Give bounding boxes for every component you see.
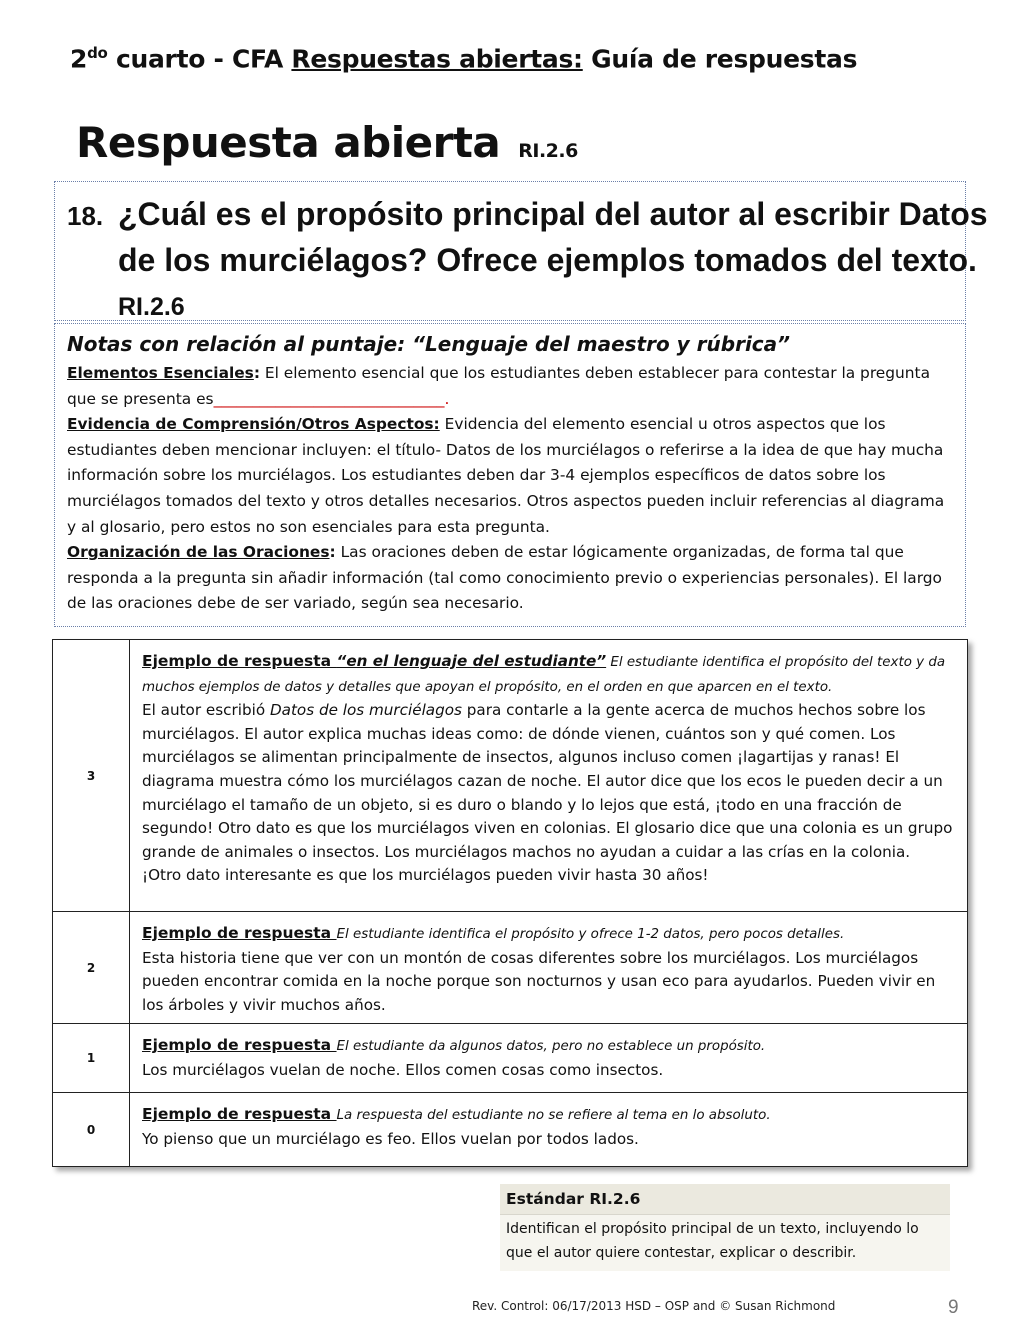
example-text-b: para contarle a la gente acerca de muchos hechos sobre los murciélagos. El autor explica muchas ideas como: de dónde vienen, cuántos son y qué comen. Los murciélagos se alimentan principalmente de insectos, algunos incluso comen ¡lagartijas y ranas! El diagrama muestra cómo los murciélagos cazan de noche. El autor dice que los ecos le pueden decir a un murciélago el tamaño de un objeto, si es duro o blando y lo lejos que está, ¡todo en una fracción de segundo! Otro dato es que los murciélagos viven en colonias. El glosario dice que una colonia es un grupo grande de animales o insectos. Los murciélagos machos no ayudan a cuidar a las crías en la colonia. ¡Otro dato interesante es que los murciélagos pueden vivir hasta 30 años! [142,701,953,885]
organization [67,540,953,617]
footer-text: Rev. Control: 06/17/2013 HSD – OSP and © Susan Richmond [472,1299,836,1313]
example-label: Ejemplo de respuesta [142,1036,337,1055]
rubric-row-3 [53,640,968,912]
response-cell [130,640,968,912]
score-cell: 3 [53,640,130,912]
evidence-text: Evidencia del elemento esencial u otros aspectos que los estudiantes deben mencionar incluyen: el título- Datos de los murciélagos o referirse a la idea de que hay mucha información sobre los murciélagos. Los estudiantes deben dar 3-4 ejemplos específicos de datos sobre los murciélagos tomados del texto y otros detalles necesarios. Otros aspectos pueden incluir referencias al diagrama y al glosario, pero estos no son esenciales para esta pregunta. [67,415,945,536]
standard-text: Identifican el propósito principal de un texto, incluyendo lo que el autor quiere contestar, explicar o describir. [500,1214,950,1271]
evidence [67,412,953,540]
scoring-notes [54,323,966,627]
essential-colon: : [253,364,260,382]
example-note: El estudiante da algunos datos, pero no establece un propósito. [336,1039,766,1055]
example-text-title: Datos de los murciélagos [269,701,462,720]
question-box [54,181,988,321]
rubric-row-2 [53,912,968,1024]
organization-label: Organización de las Oraciones [67,543,330,562]
standard-title: Estándar RI.2.6 [500,1184,950,1214]
question-number: 18. [67,201,104,231]
example-text-a: El autor escribió [142,701,270,720]
essential-label: Elementos Esenciales [67,364,254,382]
page-title-text: Respuesta abierta [76,118,501,167]
score-cell: 2 [53,912,130,1024]
example-note: La respuesta del estudiante no se refiere al tema en lo absoluto. [336,1108,771,1124]
rubric-row-0 [53,1093,968,1167]
standard-box [500,1184,950,1271]
response-cell [130,1093,968,1167]
header-grade: 2 [70,44,88,74]
page-number: 9 [948,1297,959,1318]
essential-blank: ______________________________. [213,389,450,408]
example-text: Esta historia tiene que ver con un montón de cosas diferentes sobre los murciélagos. Los murciélagos pueden encontrar comida en la noche porque son nocturnos y usan eco para ayudarlos. Pueden vivir en los árboles y vivir muchos años. [142,948,936,1014]
score-cell: 1 [53,1024,130,1093]
essential-text: El elemento esencial que los estudiantes deben establecer para contestar la pregunta que se presenta es [67,364,931,408]
example-text: Yo pienso que un murciélago es feo. Ellos vuelan por todos lados. [142,1129,639,1148]
header-title [70,44,857,73]
header-grade-suffix: do [87,44,108,62]
rubric-table [52,639,968,1167]
header-part1: cuarto - CFA [107,44,292,74]
header-part2: Respuestas abiertas: [291,44,583,74]
organization-colon: : [329,543,336,562]
score-cell: 0 [53,1093,130,1167]
page-title-standard: RI.2.6 [518,140,578,162]
question [67,192,988,329]
example-text: Los murciélagos vuelan de noche. Ellos comen cosas como insectos. [142,1060,664,1079]
question-text: ¿Cuál es el propósito principal del autor al escribir Datos de los murciélagos? Ofrece ejemplos tomados del texto. [118,196,988,278]
essential-elements [67,361,953,412]
example-label: Ejemplo de respuesta [142,652,337,670]
example-note: El estudiante identifica el propósito y ofrece 1-2 datos, pero pocos detalles. [336,927,845,942]
header-part3: Guía de respuestas [582,44,858,74]
example-label-italic: “en el lenguaje del estudiante” [336,652,607,670]
response-cell [130,1024,968,1093]
evidence-label: Evidencia de Comprensión/Otros Aspectos: [67,415,440,434]
example-note: El estudiante identifica el propósito del texto y da muchos ejemplos de datos y detalles que apoyan el propósito, en el orden en que aparcen en el texto. [142,655,946,695]
question-standard: RI.2.6 [118,293,185,321]
rubric-row-1 [53,1024,968,1093]
example-label: Ejemplo de respuesta [142,924,337,942]
notes-title: Notas con relación al puntaje: “Lenguaje del maestro y rúbrica” [67,332,791,356]
example-label: Ejemplo de respuesta [142,1105,337,1124]
page-title [76,118,578,167]
organization-text: Las oraciones deben de estar lógicamente organizadas, de forma tal que responda a la pregunta sin añadir información (tal como conocimiento previo o experiencias personales). El largo de las oraciones debe de ser variado, según sea necesario. [67,543,942,613]
response-cell [130,912,968,1024]
